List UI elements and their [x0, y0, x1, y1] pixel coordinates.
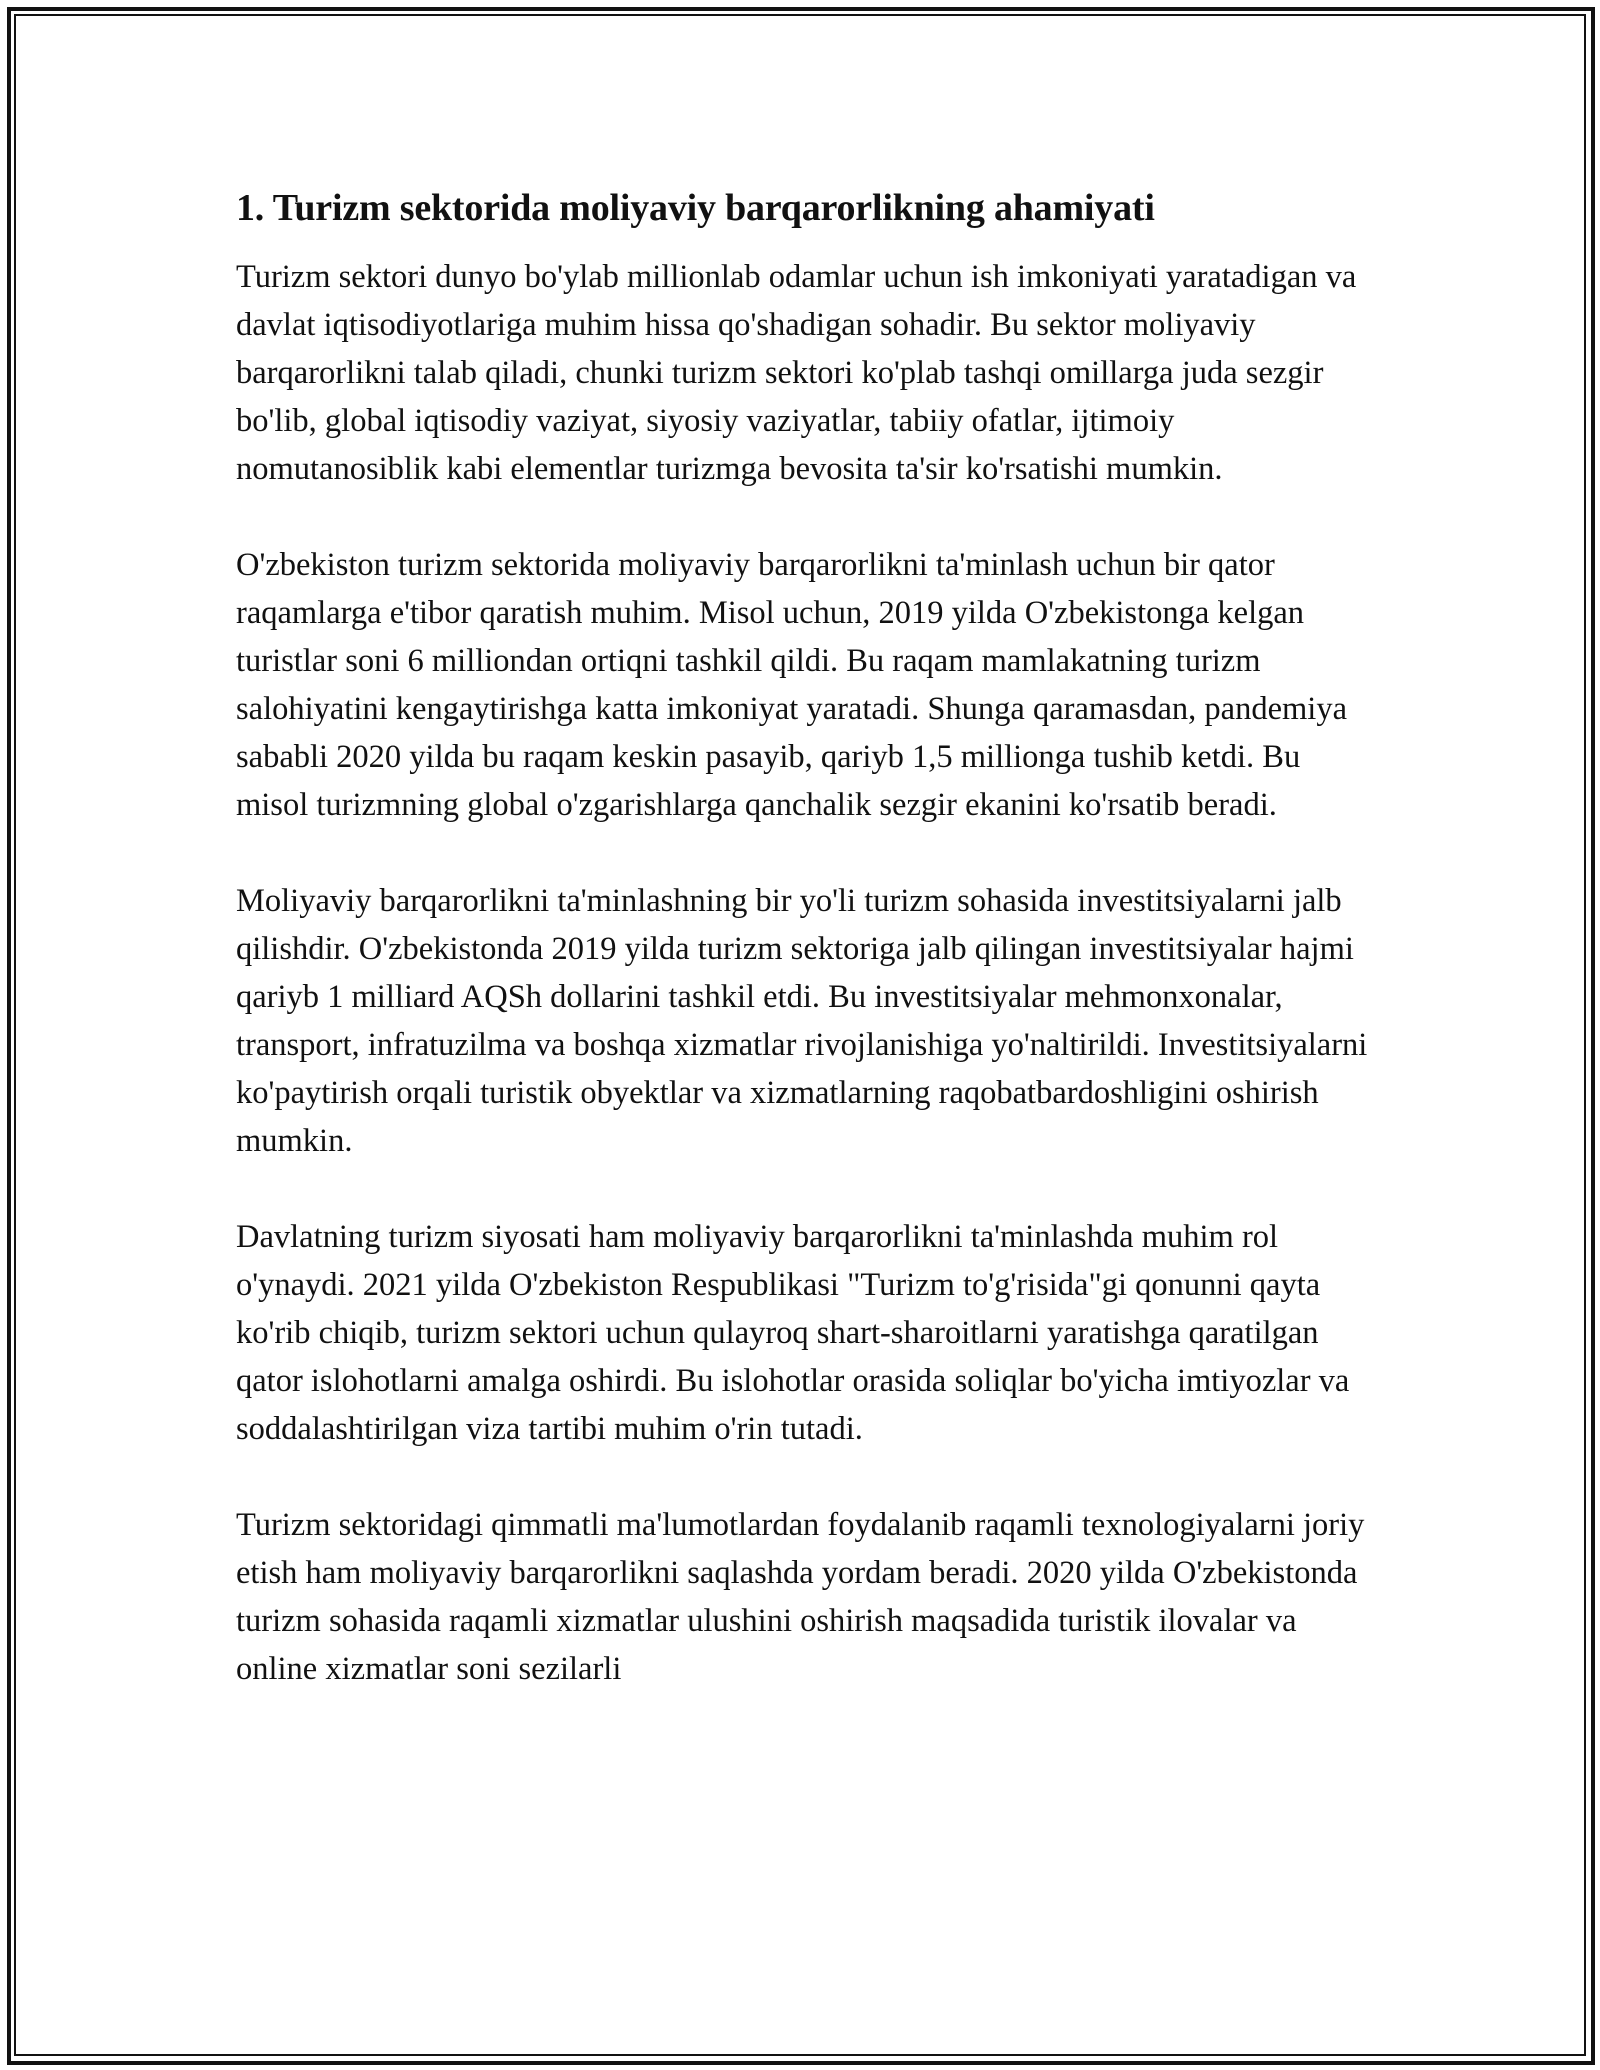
section-title: 1. Turizm sektorida moliyaviy barqarorlikning ahamiyati	[236, 187, 1155, 229]
paragraph-5: Turizm sektoridagi qimmatli ma'lumotlardan foydalanib raqamli texnologiyalarni joriy etish ham moliyaviy barqarorlikni saqlashda yordam beradi. 2020 yilda O'zbekistonda turizm sohasida raqamli xizmatlar ulushini oshirish maqsadida turistik ilovalar va online xizmatlar soni sezilarli	[236, 1507, 1365, 1688]
document-body	[236, 184, 1376, 1741]
paragraph-3: Moliyaviy barqarorlikni ta'minlashning bir yo'li turizm sohasida investitsiyalarni jalb qilishdir. O'zbekistonda 2019 yilda turizm sektoriga jalb qilingan investitsiyalar hajmi qariyb 1 milliard AQSh dollarini tashkil etdi. Bu investitsiyalar mehmonxonalar, transport, infratuzilma va boshqa xizmatlar rivojlanishiga yo'naltirildi. Investitsiyalarni ko'paytirish orqali turistik obyektlar va xizmatlarning raqobatbardoshligini oshirish mumkin.	[236, 883, 1368, 1160]
paragraph-4: Davlatning turizm siyosati ham moliyaviy barqarorlikni ta'minlashda muhim rol o'ynaydi. 2021 yilda O'zbekiston Respublikasi "Turizm to'g'risida"gi qonunni qayta ko'rib chiqib, turizm sektori uchun qulayroq shart-sharoitlarni yaratishga qaratilgan qator islohotlarni amalga oshirdi. Bu islohotlar orasida soliqlar bo'yicha imtiyozlar va soddalashtirilgan viza tartibi muhim o'rin tutadi.	[236, 1219, 1350, 1448]
paragraph-1: Turizm sektori dunyo bo'ylab millionlab odamlar uchun ish imkoniyati yaratadigan va davlat iqtisodiyotlariga muhim hissa qo'shadigan sohadir. Bu sektor moliyaviy barqarorlikni talab qiladi, chunki turizm sektori ko'plab tashqi omillarga juda sezgir bo'lib, global iqtisodiy vaziyat, siyosiy vaziyatlar, tabiiy ofatlar, ijtimoiy nomutanosiblik kabi elementlar turizmga bevosita ta'sir ko'rsatishi mumkin.	[236, 259, 1357, 488]
paragraph-2: O'zbekiston turizm sektorida moliyaviy barqarorlikni ta'minlash uchun bir qator raqamlarga e'tibor qaratish muhim. Misol uchun, 2019 yilda O'zbekistonga kelgan turistlar soni 6 milliondan ortiqni tashkil qildi. Bu raqam mamlakatning turizm salohiyatini kengaytirishga katta imkoniyat yaratadi. Shunga qaramasdan, pandemiya sababli 2020 yilda bu raqam keskin pasayib, qariyb 1,5 millionga tushib ketdi. Bu misol turizmning global o'zgarishlarga qanchalik sezgir ekanini ko'rsatib beradi.	[236, 547, 1347, 824]
